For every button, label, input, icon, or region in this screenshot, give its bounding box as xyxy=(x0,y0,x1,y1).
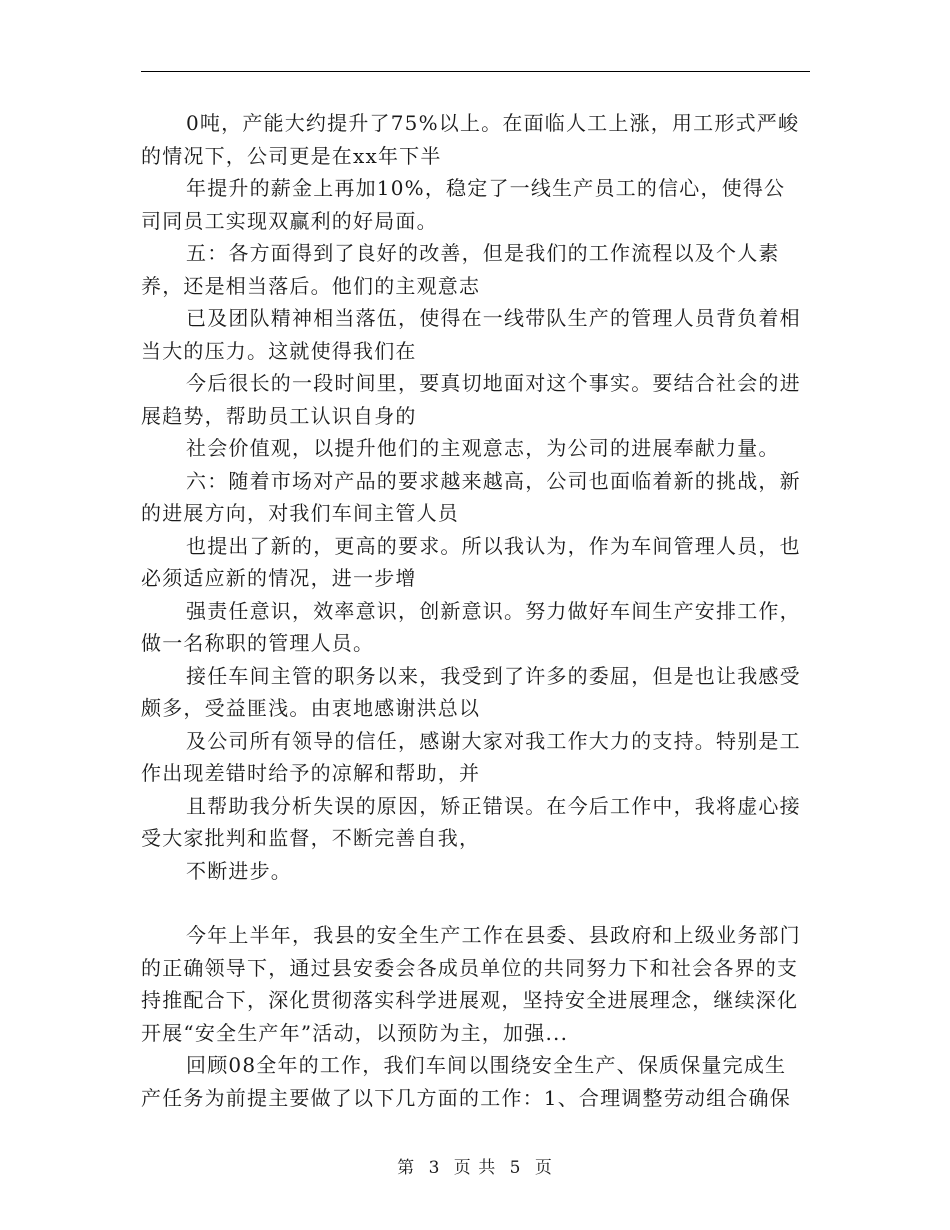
current-page-number: 3 xyxy=(428,1158,441,1178)
paragraph: 今年上半年，我县的安全生产工作在县委、县政府和上级业务部门的正确领导下，通过县安委会各成员单位的共同努力下和社会各界的支持推配合下，深化贯彻落实科学进展观，坚持安全进展理念，继续深化开展“安全生产年”活动，以预防为主，加强... xyxy=(141,923,801,1045)
paragraph: 已及团队精神相当落伍，使得在一线带队生产的管理人员背负着相当大的压力。这就使得我们在 xyxy=(141,306,801,363)
paragraph: 年提升的薪金上再加10%，稳定了一线生产员工的信心，使得公司同员工实现双赢利的好局面。 xyxy=(141,176,786,233)
paragraph: 今后很长的一段时间里，要真切地面对这个事实。要结合社会的进展趋势，帮助员工认识自身的 xyxy=(141,371,801,428)
footer-middle: 页 共 xyxy=(453,1158,497,1178)
document-body xyxy=(141,107,806,1114)
paragraph: 五：各方面得到了良好的改善，但是我们的工作流程以及个人素养，还是相当落后。他们的主观意志 xyxy=(141,241,780,298)
paragraph: 及公司所有领导的信任，感谢大家对我工作大力的支持。特别是工作出现差错时给予的凉解和帮助，并 xyxy=(141,728,801,785)
page-footer xyxy=(0,1153,950,1178)
section-gap xyxy=(141,887,806,919)
header-rule xyxy=(141,71,810,72)
total-page-number: 5 xyxy=(509,1158,522,1178)
footer-suffix: 页 xyxy=(534,1158,553,1178)
paragraph: 接任车间主管的职务以来，我受到了许多的委屈，但是也让我感受颇多，受益匪浅。由衷地感谢洪总以 xyxy=(141,663,801,720)
paragraph: 0吨，产能大约提升了75%以上。在面临人工上涨，用工形式严峻的情况下，公司更是在xx年下半 xyxy=(141,111,800,168)
footer-prefix: 第 xyxy=(397,1158,416,1178)
paragraph: 社会价值观，以提升他们的主观意志，为公司的进展奉献力量。 xyxy=(186,436,780,460)
paragraph: 也提出了新的，更高的要求。所以我认为，作为车间管理人员，也必须适应新的情况，进一步增 xyxy=(141,533,801,590)
paragraph: 不断进步。 xyxy=(186,858,292,883)
paragraph: 且帮助我分析失误的原因，矫正错误。在今后工作中，我将虚心接受大家批判和监督，不断完善自我， xyxy=(141,793,801,850)
paragraph: 回顾08全年的工作，我们车间以围绕安全生产、保质保量完成生产任务为前提主要做了以下几方面的工作：1、合理调整劳动组合确保 xyxy=(141,1053,791,1110)
paragraph: 六：随着市场对产品的要求越来越高，公司也面临着新的挑战，新的进展方向，对我们车间主管人员 xyxy=(141,468,801,525)
paragraph: 强责任意识，效率意识，创新意识。努力做好车间生产安排工作，做一名称职的管理人员。 xyxy=(141,598,801,655)
